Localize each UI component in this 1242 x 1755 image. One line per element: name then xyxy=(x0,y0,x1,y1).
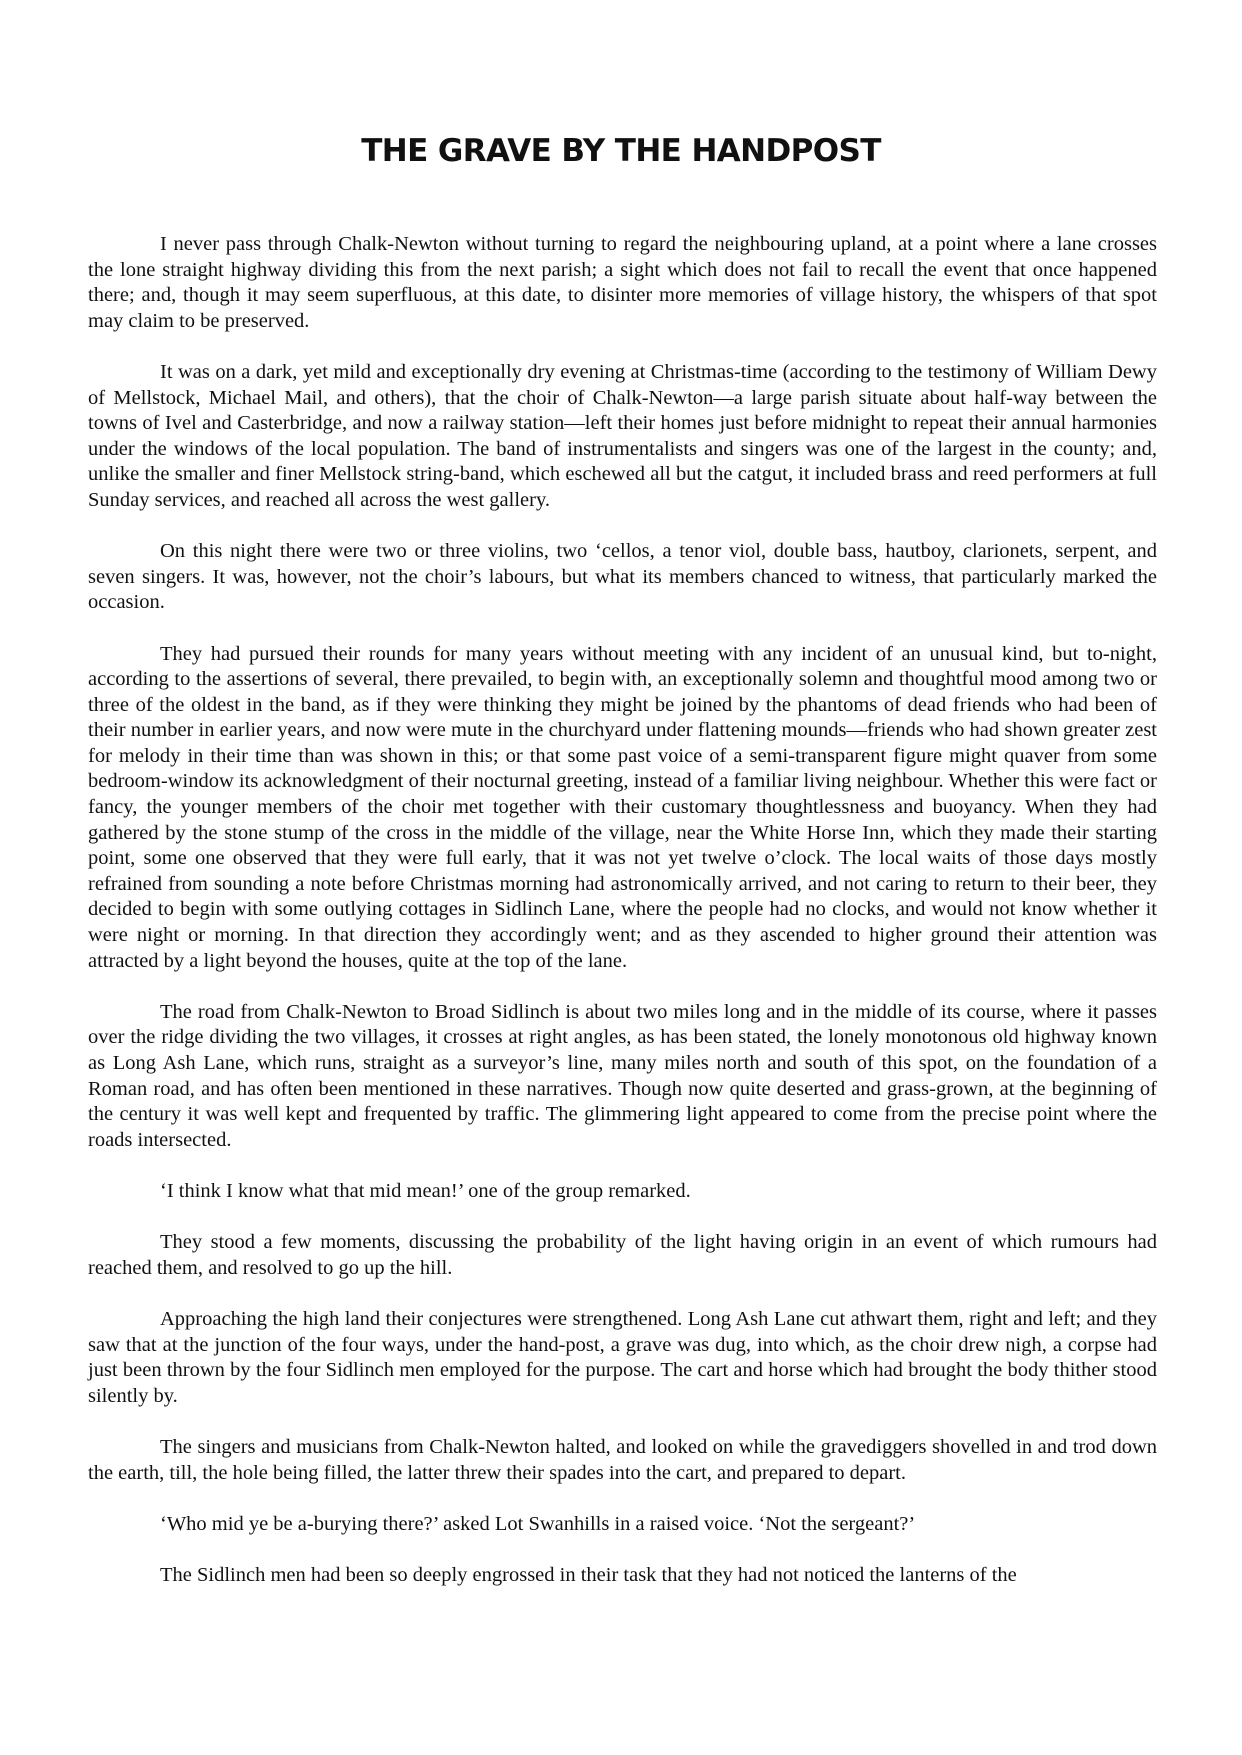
body-text xyxy=(88,232,1157,1614)
paragraph: Approaching the high land their conjectures were strengthened. Long Ash Lane cut athwart them, right and left; and they saw that at the junction of the four ways, under the hand-post, a grave was dug, into which, as the choir drew nigh, a corpse had just been thrown by the four Sidlinch men employed for the purpose. The cart and horse which had brought the body thither stood silently by. xyxy=(88,1307,1157,1407)
paragraph: The road from Chalk-Newton to Broad Sidlinch is about two miles long and in the middle of its course, where it passes over the ridge dividing the two villages, it crosses at right angles, as has been stated, the lonely monotonous old highway known as Long Ash Lane, which runs, straight as a surveyor’s line, many miles north and south of this spot, on the foundation of a Roman road, and has often been mentioned in these narratives. Though now quite deserted and grass-grown, at the beginning of the century it was well kept and frequented by traffic. The glimmering light appeared to come from the precise point where the roads intersected. xyxy=(88,1000,1157,1151)
paragraph: The Sidlinch men had been so deeply engrossed in their task that they had not noticed the lanterns of the xyxy=(160,1563,1017,1586)
paragraph: They stood a few moments, discussing the probability of the light having origin in an event of which rumours had reached them, and resolved to go up the hill. xyxy=(88,1231,1157,1279)
paragraph: ‘Who mid ye be a-burying there?’ asked Lot Swanhills in a raised voice. ‘Not the sergeant?’ xyxy=(160,1512,916,1535)
paragraph: On this night there were two or three violins, two ‘cellos, a tenor viol, double bass, hautboy, clarionets, serpent, and seven singers. It was, however, not the choir’s labours, but what its members chanced to witness, that particularly marked the occasion. xyxy=(88,540,1157,614)
paragraph: It was on a dark, yet mild and exceptionally dry evening at Christmas-time (according to the testimony of William Dewy of Mellstock, Michael Mail, and others), that the choir of Chalk-Newton—a large parish situate about half-way between the towns of Ivel and Casterbridge, and now a railway station—left their homes just before midnight to repeat their annual harmonies under the windows of the local population. The band of instrumentalists and singers was one of the largest in the county; and, unlike the smaller and finer Mellstock string-band, which eschewed all but the catgut, it included brass and reed performers at full Sunday services, and reached all across the west gallery. xyxy=(88,360,1157,511)
paragraph: ‘I think I know what that mid mean!’ one of the group remarked. xyxy=(160,1179,691,1202)
page-title: THE GRAVE BY THE HANDPOST xyxy=(361,133,881,169)
paragraph: They had pursued their rounds for many years without meeting with any incident of an unusual kind, but to-night, according to the assertions of several, there prevailed, to begin with, an exceptionally solemn and thoughtful mood among two or three of the oldest in the band, as if they were thinking they might be joined by the phantoms of dead friends who had been of their number in earlier years, and now were mute in the churchyard under flattening mounds—friends who had shown greater zest for melody in their time than was shown in this; or that some past voice of a semi-transparent figure might quaver from some bedroom-window its acknowledgment of their nocturnal greeting, instead of a familiar living neighbour. Whether this were fact or fancy, the younger members of the choir met together with their customary thoughtlessness and buoyancy. When they had gathered by the stone stump of the cross in the middle of the village, near the White Horse Inn, which they made their starting point, some one observed that they were full early, that it was not yet twelve o’clock. The local waits of those days mostly refrained from sounding a note before Christmas morning had astronomically arrived, and not caring to return to their beer, they decided to begin with some outlying cottages in Sidlinch Lane, where the people had no clocks, and would not know whether it were night or morning. In that direction they accordingly went; and as they ascended to higher ground their attention was attracted by a light beyond the houses, quite at the top of the lane. xyxy=(88,642,1157,972)
paragraph: The singers and musicians from Chalk-Newton halted, and looked on while the gravediggers shovelled in and trod down the earth, till, the hole being filled, the latter threw their spades into the cart, and prepared to depart. xyxy=(88,1435,1157,1484)
paragraph: I never pass through Chalk-Newton without turning to regard the neighbouring upland, at a point where a lane crosses the lone straight highway dividing this from the next parish; a sight which does not fail to recall the event that once happened there; and, though it may seem superfluous, at this date, to disinter more memories of village history, the whispers of that spot may claim to be preserved. xyxy=(88,233,1157,332)
